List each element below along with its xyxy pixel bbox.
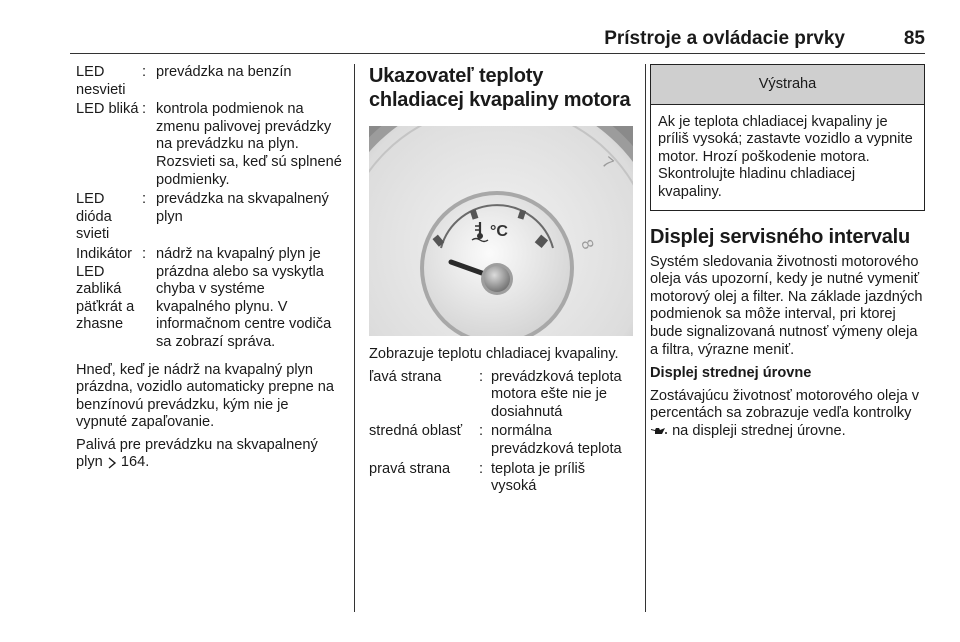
page-number: 85 — [903, 28, 925, 49]
def-colon: : — [142, 64, 147, 80]
def-colon: : — [479, 423, 484, 440]
gauge-unit-label: °C — [490, 223, 508, 240]
warning-box — [650, 64, 925, 211]
led-definition-list — [76, 64, 342, 352]
svg-text:8: 8 — [577, 237, 597, 252]
page-title: Prístroje a ovládacie prvky — [604, 28, 845, 49]
mid-level-text-a: Zostávajúcu životnosť motorového oleja v percentách sa zobrazuje vedľa kontrolky — [650, 387, 920, 422]
def-desc: nádrž na kvapalný plyn je prázdna alebo sa vyskytla chyba v systéme kvapalného plynu. V informačnom centre vodiča sa zobrazí správa. — [156, 245, 332, 350]
def-colon: : — [142, 101, 147, 118]
coolant-section-title: Ukazovateľ teploty chladiacej kvapaliny motora — [369, 65, 631, 111]
def-desc: prevádzka na benzín — [156, 64, 292, 80]
def-colon: : — [479, 368, 484, 385]
mid-level-display-paragraph — [650, 388, 925, 441]
def-term: LED bliká — [76, 101, 139, 118]
def-colon: : — [479, 460, 484, 477]
gauge-caption: Zobrazuje teplotu chladiacej kvapaliny. — [369, 346, 619, 362]
def-term: stredná oblasť — [369, 423, 463, 440]
svg-text:7: 7 — [598, 154, 617, 173]
column-divider-left — [354, 64, 355, 612]
def-term: pravá strana — [369, 460, 451, 477]
def-colon: : — [142, 245, 147, 262]
service-interval-title: Displej servisného intervalu — [650, 225, 911, 248]
def-term: ľavá strana — [369, 368, 442, 385]
def-desc: normálna prevádzková teplota — [491, 423, 622, 457]
def-colon: : — [142, 191, 147, 208]
def-desc: kontrola podmienok na zmenu palivovej prevádzky na prevádzku na plyn. Rozsvieti sa, keď sú splnené podmienky. — [156, 101, 342, 188]
warning-text: Ak je teplota chladiacej kvapaliny je príliš vysoká; zastavte vozidlo a vypnite motor. Hrozí poškodenie motora. Skontrolujte hladinu chladiacej kvapaliny. — [658, 113, 913, 200]
def-term: LED nesvieti — [76, 64, 126, 98]
page-reference-link[interactable]: 164. — [120, 454, 150, 471]
column-middle — [369, 64, 633, 496]
def-term: LED dióda svieti — [76, 191, 112, 243]
def-desc: prevádzková teplota motora ešte nie je dosiahnutá — [491, 368, 622, 420]
mid-level-text-b: na displeji strednej úrovne. — [672, 422, 846, 439]
gauge-definition-list — [369, 369, 633, 496]
def-desc: prevádzka na skvapalnený plyn — [156, 191, 329, 225]
oil-can-icon — [650, 425, 668, 437]
column-left — [76, 64, 342, 472]
coolant-gauge-image — [369, 126, 633, 336]
column-right — [650, 64, 925, 441]
header-divider — [70, 53, 925, 54]
mid-level-display-title: Displej strednej úrovne — [650, 365, 812, 382]
warning-heading: Výstraha — [651, 65, 924, 105]
column-divider-right — [645, 64, 646, 612]
lpg-reference-paragraph — [76, 437, 342, 472]
service-interval-paragraph: Systém sledovania životnosti motorového oleja vás upozorní, kedy je nutné vymeniť motorový olej a filter. Na základe jazdných podmienok sa môže interval, pri ktorej bude signalizovaná nutnosť výmeny oleja a filtra, výrazne meniť. — [650, 253, 923, 358]
lpg-reference-text: Palivá pre prevádzku na skvapalnený plyn — [76, 436, 318, 471]
def-desc: teplota je príliš vysoká — [491, 460, 586, 495]
def-term: Indikátor LED zabliká päťkrát a zhasne — [76, 245, 135, 333]
page-header — [70, 28, 925, 54]
chevron-ref-icon — [107, 457, 117, 469]
auto-switch-paragraph: Hneď, keď je nádrž na kvapalný plyn prázdna, vozidlo automaticky prepne na benzínovú prevádzku, kým nie je vypnuté zapaľovanie. — [76, 361, 334, 431]
gauge-illustration — [369, 126, 633, 336]
